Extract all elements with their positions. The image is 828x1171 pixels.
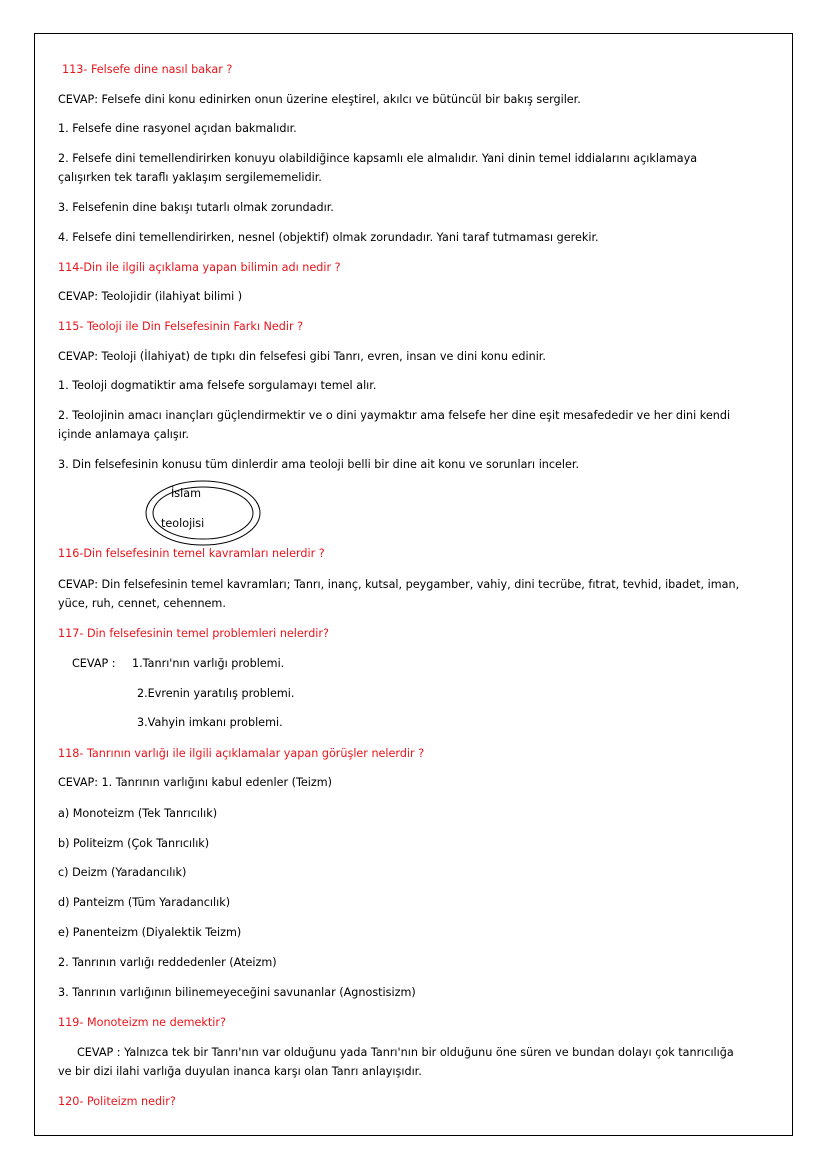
diagram-label-teolojisi: teolojisi — [161, 517, 205, 530]
question-118-item-c: c) Deizm (Yaradancılık) — [58, 866, 187, 879]
question-113-answer: CEVAP: Felsefe dini konu edinirken onun üzerine eleştirel, akılcı ve bütüncül bir bakış sergiler. — [58, 93, 581, 106]
question-117-answer-label: CEVAP : — [72, 657, 116, 670]
question-113-point-2a: 2. Felsefe dini temellendirirken konuyu olabildiğince kapsamlı ele almalıdır. Yani dinin temel iddialarını açıklamaya — [58, 152, 698, 165]
question-117-item-3: 3.Vahyin imkanı problemi. — [137, 716, 283, 729]
question-115-point-1: 1. Teoloji dogmatiktir ama felsefe sorgulamayı temel alır. — [58, 379, 377, 392]
islam-theology-diagram — [145, 475, 265, 547]
question-117-heading: 117- Din felsefesinin temel problemleri nelerdir? — [58, 627, 329, 640]
outer-ellipse — [146, 481, 260, 545]
question-115-point-2b: içinde anlamaya çalışır. — [58, 428, 189, 441]
question-113-point-1: 1. Felsefe dine rasyonel açıdan bakmalıdır. — [58, 122, 297, 135]
question-118-point-3: 3. Tanrının varlığının bilinemeyeceğini savunanlar (Agnostisizm) — [58, 986, 416, 999]
question-114-answer: CEVAP: Teolojidir (ilahiyat bilimi ) — [58, 290, 243, 303]
question-119-heading: 119- Monoteizm ne demektir? — [58, 1016, 226, 1029]
question-113-point-2b: çalışırken tek taraflı yaklaşım sergilememelidir. — [58, 171, 322, 184]
concentric-ellipses — [145, 475, 265, 547]
question-116-answer-a: CEVAP: Din felsefesinin temel kavramları; Tanrı, inanç, kutsal, peygamber, vahiy, dini tecrübe, fıtrat, tevhid, ibadet, iman, — [58, 578, 740, 591]
question-118-answer: CEVAP: 1. Tanrının varlığını kabul edenler (Teizm) — [58, 776, 333, 789]
inner-ellipse — [153, 487, 253, 539]
question-115-point-2a: 2. Teolojinin amacı inançları güçlendirmektir ve o dini yaymaktır ama felsefe her dine eşit mesafededir ve her dini kendi — [58, 409, 731, 422]
question-113-heading: 113- Felsefe dine nasıl bakar ? — [62, 63, 233, 76]
question-118-item-a: a) Monoteizm (Tek Tanrıcılık) — [58, 807, 218, 820]
diagram-label-islam: İslam — [171, 487, 201, 500]
question-118-point-2: 2. Tanrının varlığı reddedenler (Ateizm) — [58, 956, 277, 969]
question-118-heading: 118- Tanrının varlığı ile ilgili açıklamalar yapan görüşler nelerdir ? — [58, 747, 425, 760]
question-118-item-e: e) Panenteizm (Diyalektik Teizm) — [58, 926, 242, 939]
question-117-item-1: 1.Tanrı'nın varlığı problemi. — [132, 657, 285, 670]
question-113-point-4: 4. Felsefe dini temellendirirken, nesnel (objektif) olmak zorundadır. Yani taraf tutmaması gerekir. — [58, 231, 599, 244]
question-115-answer: CEVAP: Teoloji (İlahiyat) de tıpkı din felsefesi gibi Tanrı, evren, insan ve dini konu edinir. — [58, 350, 546, 363]
question-118-item-d: d) Panteizm (Tüm Yaradancılık) — [58, 896, 231, 909]
question-118-item-b: b) Politeizm (Çok Tanrıcılık) — [58, 837, 210, 850]
question-113-point-3: 3. Felsefenin dine bakışı tutarlı olmak zorundadır. — [58, 201, 334, 214]
question-119-answer-b: ve bir dizi ilahi varlığa duyulan inanca karşı olan Tanrı anlayışıdır. — [58, 1065, 422, 1078]
question-119-answer-a: CEVAP : Yalnızca tek bir Tanrı'nın var olduğunu yada Tanrı'nın bir olduğunu öne süren ve bundan dolayı çok tanrıcılığa — [77, 1046, 734, 1059]
question-120-heading: 120- Politeizm nedir? — [58, 1095, 176, 1108]
question-117-item-2: 2.Evrenin yaratılış problemi. — [137, 687, 295, 700]
question-114-heading: 114-Din ile ilgili açıklama yapan bilimin adı nedir ? — [58, 261, 341, 274]
question-116-answer-b: yüce, ruh, cennet, cehennem. — [58, 597, 226, 610]
question-115-heading: 115- Teoloji ile Din Felsefesinin Farkı Nedir ? — [58, 320, 304, 333]
question-116-heading: 116-Din felsefesinin temel kavramları nelerdir ? — [58, 547, 325, 560]
question-115-point-3: 3. Din felsefesinin konusu tüm dinlerdir ama teoloji belli bir dine ait konu ve sorunları inceler. — [58, 458, 580, 471]
